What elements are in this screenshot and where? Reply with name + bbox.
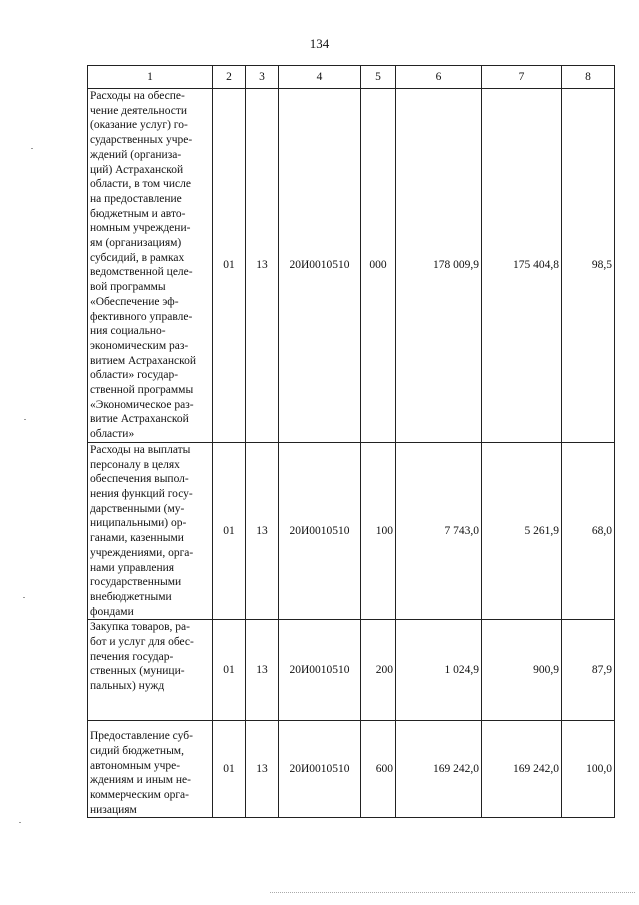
expense-type-code: 100 xyxy=(361,442,396,619)
section-code: 01 xyxy=(213,620,246,721)
scan-speck xyxy=(19,822,21,823)
planned-amount: 7 743,0 xyxy=(396,442,482,619)
executed-amount: 169 242,0 xyxy=(482,721,562,818)
table-row xyxy=(88,620,615,721)
target-article-code: 20И0010510 xyxy=(279,442,361,619)
expense-type-code: 000 xyxy=(361,89,396,443)
row-description: Закупка товаров, ра- бот и услуг для обес- печения государ- ственных (муници- пальных) нужд xyxy=(88,620,213,721)
header-cell: 8 xyxy=(562,66,615,89)
execution-percent: 98,5 xyxy=(562,89,615,443)
scan-edge-line xyxy=(270,892,635,893)
subsection-code: 13 xyxy=(246,89,279,443)
target-article-code: 20И0010510 xyxy=(279,620,361,721)
executed-amount: 5 261,9 xyxy=(482,442,562,619)
target-article-code: 20И0010510 xyxy=(279,721,361,818)
header-row xyxy=(88,66,615,89)
expense-type-code: 200 xyxy=(361,620,396,721)
execution-percent: 68,0 xyxy=(562,442,615,619)
scan-speck xyxy=(31,148,33,149)
planned-amount: 1 024,9 xyxy=(396,620,482,721)
budget-table xyxy=(87,65,615,818)
page-number: 134 xyxy=(309,36,330,51)
row-description: Предоставление суб- сидий бюджетным, автономным учре- ждениям и иным не- коммерческим орга- низациям xyxy=(88,721,213,818)
expense-type-code: 600 xyxy=(361,721,396,818)
executed-amount: 175 404,8 xyxy=(482,89,562,443)
scan-speck xyxy=(24,419,26,420)
execution-percent: 100,0 xyxy=(562,721,615,818)
subsection-code: 13 xyxy=(246,620,279,721)
section-code: 01 xyxy=(213,721,246,818)
scan-speck xyxy=(23,597,25,598)
planned-amount: 169 242,0 xyxy=(396,721,482,818)
executed-amount: 900,9 xyxy=(482,620,562,721)
execution-percent: 87,9 xyxy=(562,620,615,721)
header-cell: 1 xyxy=(88,66,213,89)
section-code: 01 xyxy=(213,442,246,619)
header-cell: 5 xyxy=(361,66,396,89)
table-row xyxy=(88,89,615,443)
header-cell: 6 xyxy=(396,66,482,89)
header-cell: 3 xyxy=(246,66,279,89)
table-row xyxy=(88,442,615,619)
section-code: 01 xyxy=(213,89,246,443)
target-article-code: 20И0010510 xyxy=(279,89,361,443)
header-cell: 2 xyxy=(213,66,246,89)
header-cell: 4 xyxy=(279,66,361,89)
row-description: Расходы на обеспе- чение деятельности (оказание услуг) го- сударственных учре- ждений (организа- ций) Астраханской области, в том числе на предоставление бюджетным и авто- номным учреждени- ям (организациям) субсидий, в рамках ведомственной целе- вой программы «Обеспечение эф- фективного управле- ния социально- экономическим раз- витием Астраханской области» государ- ственной программы «Экономическое раз- витие Астраханской области» xyxy=(88,89,213,443)
subsection-code: 13 xyxy=(246,442,279,619)
header-cell: 7 xyxy=(482,66,562,89)
table-row xyxy=(88,721,615,818)
row-description: Расходы на выплаты персоналу в целях обеспечения выпол- нения функций госу- дарственными (му- ниципальными) ор- ганами, казенными учреждениями, орга- нами управления государственными внебюджетными фондами xyxy=(88,442,213,619)
planned-amount: 178 009,9 xyxy=(396,89,482,443)
subsection-code: 13 xyxy=(246,721,279,818)
